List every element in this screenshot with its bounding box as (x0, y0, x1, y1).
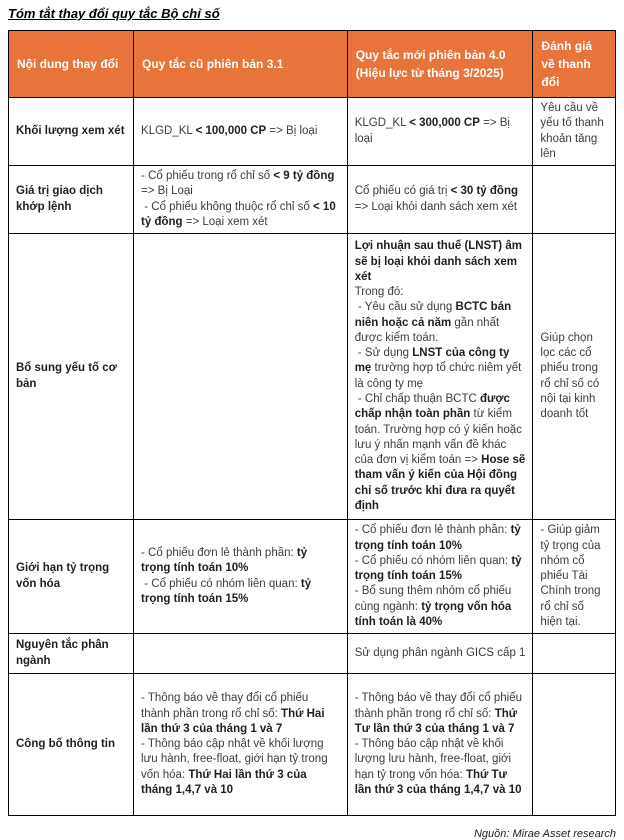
text-segment: - Cổ phiếu đơn lẻ thành phần: (141, 547, 297, 560)
row-label-cell: Giá trị giao dịch khớp lệnh (9, 166, 134, 234)
old-rule-cell (134, 234, 348, 520)
text-line (355, 239, 526, 285)
rules-table (8, 30, 616, 816)
text-segment: - Cổ phiếu không thuộc rổ chỉ số (141, 200, 314, 213)
text-segment: - Cổ phiếu có nhóm liên quan: (141, 577, 301, 590)
assessment-cell (533, 234, 616, 520)
text-segment: - Thông báo về thay đổi cổ phiếu thành phần trong rổ chỉ số: (354, 692, 526, 720)
text-segment: => Bị loại (354, 117, 514, 145)
bold-text-segment: Thứ Tư lần thứ 3 của tháng 1 và 7 (354, 707, 521, 735)
text-line (141, 691, 340, 737)
new-rule-cell (347, 634, 533, 674)
text-segment: - Thông báo cập nhật về khối lượng lưu hành, free-float, giới hạn tỷ trong vốn hóa: (354, 738, 515, 781)
text-line (355, 300, 526, 346)
text-segment: => Bị Loại (141, 170, 338, 198)
table-row (9, 234, 616, 520)
text-line (355, 737, 526, 798)
bold-text-segment: tỷ trọng tính toán 15% (141, 577, 315, 606)
text-segment: Sử dụng phân ngành GICS cấp 1 (354, 647, 526, 660)
assessment-cell (533, 674, 616, 816)
text-segment: Yêu cầu về yếu tố thanh khoản tăng lên (540, 102, 607, 160)
text-segment: Trong đó: (354, 286, 404, 299)
row-label-cell: Khối lượng xem xét (9, 98, 134, 166)
text-line (355, 691, 526, 737)
bold-text-segment: < 10 tỷ đồng (141, 200, 339, 228)
text-segment: Giúp chọn lọc các cổ phiếu trong rổ chỉ số có nội tại kinh doanh tốt (540, 331, 603, 421)
column-header: Nội dung thay đổi (9, 31, 134, 98)
text-segment: - Sử dụng (354, 347, 413, 360)
bold-text-segment: BCTC bán niên hoặc cả năm (354, 301, 515, 329)
text-segment: - Cổ phiếu trong rổ chỉ số (141, 170, 274, 183)
new-rule-cell (347, 98, 533, 166)
column-header: Quy tắc mới phiên bản 4.0 (Hiệu lực từ tháng 3/2025) (347, 31, 533, 98)
table-header (9, 31, 616, 98)
text-segment: KLGD_KL (354, 117, 410, 130)
text-line (141, 577, 340, 608)
text-line (355, 285, 526, 300)
bold-text-segment: < 300,000 CP (409, 117, 480, 130)
text-segment: - Cổ phiếu có nhóm liên quan: (354, 554, 512, 567)
text-segment: => Loại xem xét (182, 215, 268, 228)
text-line (354, 392, 529, 514)
text-segment: gần nhất được kiểm toán. (354, 316, 503, 344)
old-rule-cell (134, 634, 348, 674)
table-row (9, 674, 616, 816)
text-segment: - Thông báo về thay đổi cổ phiếu thành phần trong rổ chỉ số: (141, 692, 312, 720)
text-line (540, 331, 608, 423)
text-line (141, 200, 340, 231)
text-line (355, 346, 526, 392)
bold-text-segment: < 30 tỷ đồng (450, 185, 518, 198)
bold-text-segment: Hose sẽ tham vấn ý kiến của Hội đồng chỉ số trước khi đưa ra quyết định (354, 454, 529, 512)
old-rule-cell (134, 166, 348, 234)
new-rule-cell (347, 234, 533, 520)
text-segment: => Bị loại (266, 124, 318, 137)
bold-text-segment: Thứ Hai lần thứ 3 của tháng 1,4,7 và 10 (141, 768, 310, 796)
bold-text-segment: Lợi nhuận sau thuế (LNST) âm sẽ bị loại khỏi danh sách xem xét (354, 240, 526, 283)
old-rule-cell (134, 520, 348, 634)
bold-text-segment: < 100,000 CP (195, 124, 267, 137)
table-row (9, 634, 616, 674)
table-row (9, 166, 616, 234)
bold-text-segment: tỷ trọng tính toán 15% (354, 554, 525, 583)
bold-text-segment: tỷ trọng vốn hóa tính toán là 40% (354, 600, 515, 628)
text-line (141, 169, 340, 200)
text-segment: - Thông báo cập nhật về khối lượng lưu hành, free-float, giới hạn tỷ trong vốn hóa: (141, 738, 331, 781)
row-label-cell: Giới hạn tỷ trọng vốn hóa (9, 520, 134, 634)
source-note: Nguồn: Mirae Asset research (473, 828, 616, 840)
old-rule-cell (134, 98, 348, 166)
text-line (540, 523, 608, 630)
text-segment: => Loại khỏi danh sách xem xét (354, 185, 522, 213)
text-line (141, 124, 340, 139)
page-title: Tóm tắt thay đổi quy tắc Bộ chỉ số (8, 6, 220, 21)
bold-text-segment: LNST của công ty mẹ (354, 347, 513, 375)
assessment-cell (533, 634, 616, 674)
text-segment: từ kiểm toán. Trường hợp có ý kiến hoặc lưu ý nhấn mạnh vấn đề khác của đơn vị kiểm toán => (354, 408, 526, 467)
row-label-cell: Công bố thông tin (9, 674, 134, 816)
row-label-cell: Nguyên tắc phân ngành (9, 634, 134, 674)
assessment-cell (533, 98, 616, 166)
text-line (355, 184, 526, 215)
assessment-cell (533, 166, 616, 234)
text-segment: Cổ phiếu có giá trị (354, 185, 451, 198)
text-line (141, 737, 340, 798)
text-line (355, 523, 526, 554)
bold-text-segment: < 9 tỷ đồng (273, 170, 335, 183)
bold-text-segment: tỷ trọng tính toán 10% (141, 547, 311, 575)
text-line (540, 101, 608, 162)
text-line (141, 546, 340, 577)
row-label-cell: Bổ sung yếu tố cơ bản (9, 234, 134, 520)
column-header: Quy tắc cũ phiên bản 3.1 (134, 31, 348, 98)
assessment-cell (533, 520, 616, 634)
text-segment: - Giúp giảm tỷ trọng của nhóm cổ phiếu Tài Chính trong rổ chỉ số hiện tại. (540, 524, 604, 628)
text-segment: trường hợp tổ chức niêm yết là công ty mẹ (354, 362, 525, 390)
bold-text-segment: được chấp nhận toàn phần (354, 393, 514, 421)
text-segment: KLGD_KL (141, 124, 196, 137)
text-line (355, 116, 526, 147)
text-line (355, 554, 526, 585)
bold-text-segment: Thứ Hai lần thứ 3 của tháng 1 và 7 (141, 707, 328, 735)
new-rule-cell (347, 674, 533, 816)
text-segment: - Cổ phiếu đơn lẻ thành phần: (354, 524, 511, 537)
text-segment: - Bổ sung thêm nhóm cổ phiếu cùng ngành: (354, 585, 515, 613)
new-rule-cell (347, 166, 533, 234)
old-rule-cell (134, 674, 348, 816)
header-row (9, 31, 616, 98)
text-segment: - Yêu cầu sử dụng (354, 301, 456, 314)
text-segment: - Chỉ chấp thuận BCTC (354, 393, 480, 406)
bold-text-segment: tỷ trọng tính toán 10% (354, 524, 524, 552)
column-header: Đánh giá về thanh đổi (533, 31, 616, 98)
table-row (9, 520, 616, 634)
text-line (355, 646, 526, 661)
text-line (355, 584, 526, 630)
table-body (9, 98, 616, 816)
bold-text-segment: Thứ Tư lần thứ 3 của tháng 1,4,7 và 10 (354, 768, 522, 796)
table-row (9, 98, 616, 166)
new-rule-cell (347, 520, 533, 634)
